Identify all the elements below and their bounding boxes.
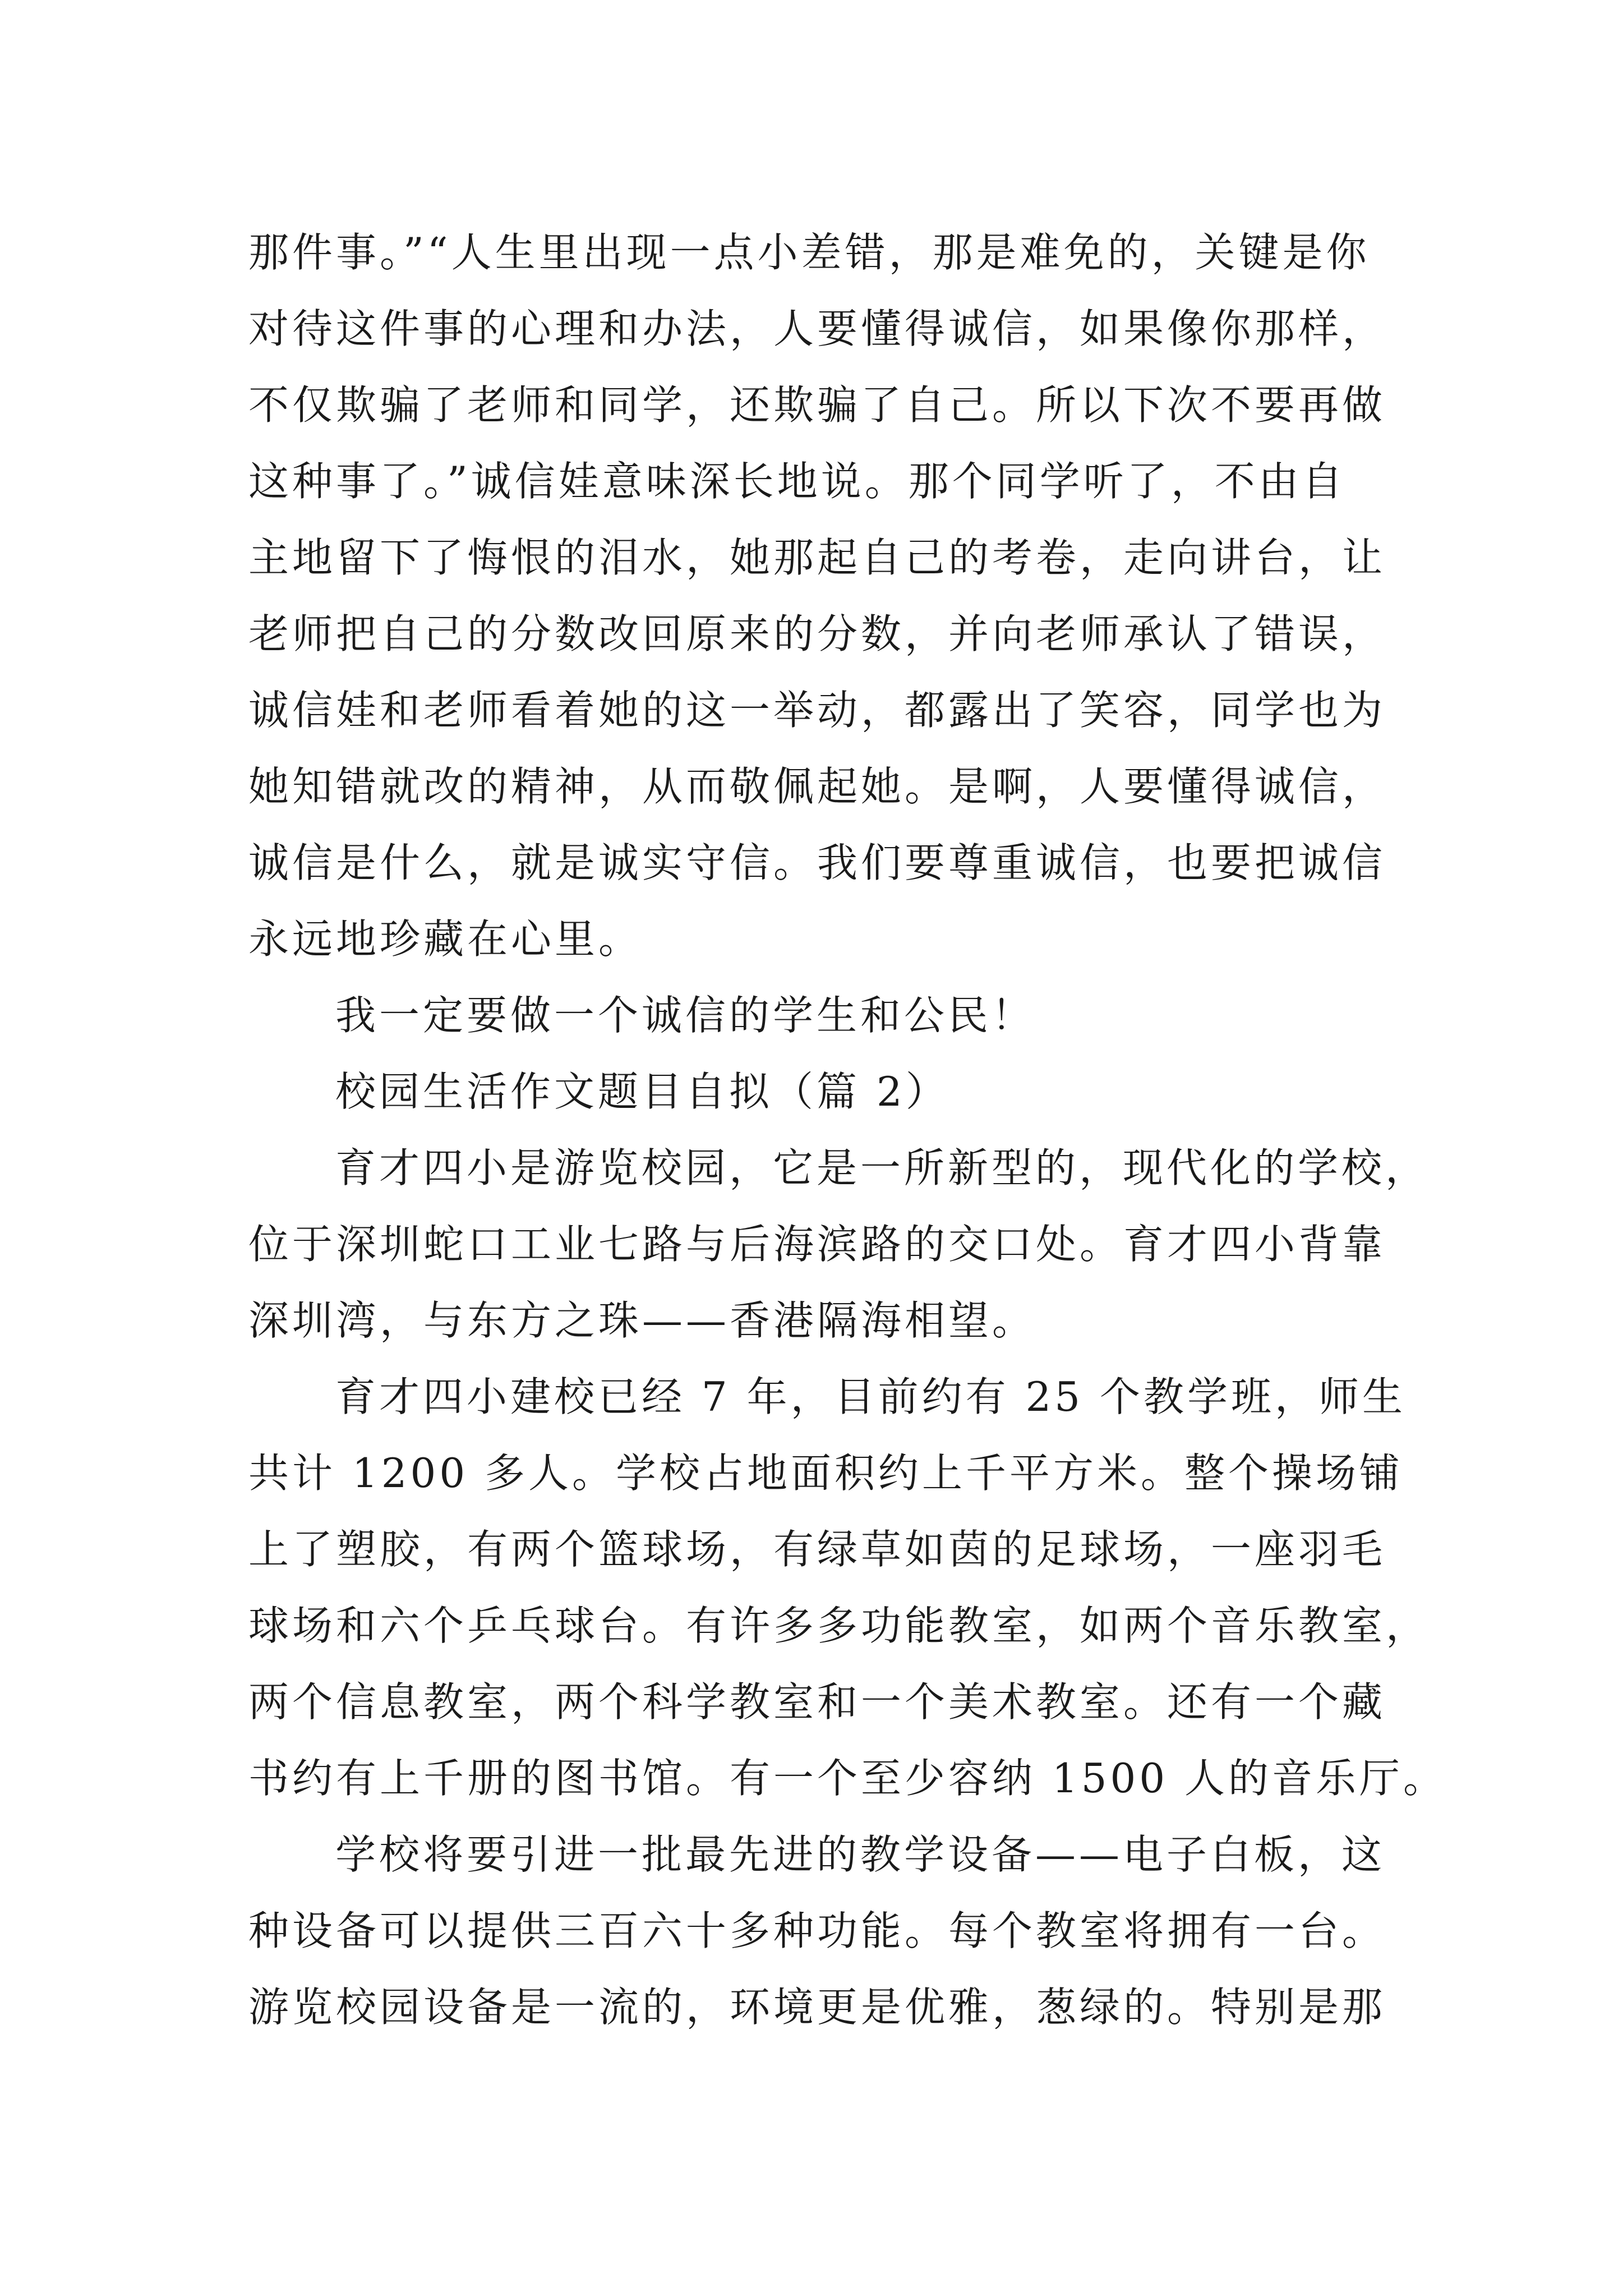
text-line: 育才四小建校已经 7 年，目前约有 25 个教学班，师生 xyxy=(335,1373,1406,1420)
text-line: 诚信娃和老师看着她的这一举动，都露出了笑容，同学也为 xyxy=(248,687,1386,734)
text-line: 种设备可以提供三百六十多种功能。每个教室将拥有一台。 xyxy=(248,1907,1386,1954)
text-line: 学校将要引进一批最先进的教学设备——电子白板，这 xyxy=(335,1831,1386,1878)
text-line: 游览校园设备是一流的，环境更是优雅，葱绿的。特别是那 xyxy=(248,1984,1386,2031)
document-body xyxy=(248,214,1447,2045)
text-line: 位于深圳蛇口工业七路与后海滨路的交口处。育才四小背靠 xyxy=(248,1221,1386,1268)
text-line: 共计 1200 多人。学校占地面积约上千平方米。整个操场铺 xyxy=(248,1450,1404,1497)
text-line: 两个信息教室，两个科学教室和一个美术教室。还有一个藏 xyxy=(248,1678,1386,1726)
text-line: 深圳湾，与东方之珠——香港隔海相望。 xyxy=(248,1297,1036,1344)
text-line: 这种事了。”诚信娃意味深长地说。那个同学听了，不由自 xyxy=(248,458,1346,505)
text-line: 上了塑胶，有两个篮球场，有绿草如茵的足球场，一座羽毛 xyxy=(248,1526,1386,1573)
text-line: 诚信是什么，就是诚实守信。我们要尊重诚信，也要把诚信 xyxy=(248,839,1386,886)
section-heading: 校园生活作文题目自拟（篇 2） xyxy=(335,1068,949,1115)
text-line: 育才四小是游览校园，它是一所新型的，现代化的学校， xyxy=(335,1144,1430,1191)
text-line: 永远地珍藏在心里。 xyxy=(248,915,643,963)
text-line: 书约有上千册的图书馆。有一个至少容纳 1500 人的音乐厅。 xyxy=(248,1755,1447,1802)
text-line: 那件事。”“人生里出现一点小差错，那是难免的，关键是你 xyxy=(248,229,1370,276)
text-line: 她知错就改的精神，从而敬佩起她。是啊，人要懂得诚信， xyxy=(248,763,1386,810)
text-line: 对待这件事的心理和办法，人要懂得诚信，如果像你那样， xyxy=(248,305,1386,352)
text-line: 老师把自己的分数改回原来的分数，并向老师承认了错误， xyxy=(248,610,1386,657)
text-line: 我一定要做一个诚信的学生和公民！ xyxy=(335,992,1036,1039)
text-line: 球场和六个乒乓球台。有许多多功能教室，如两个音乐教室， xyxy=(248,1602,1430,1649)
text-line: 不仅欺骗了老师和同学，还欺骗了自己。所以下次不要再做 xyxy=(248,381,1386,429)
text-line: 主地留下了悔恨的泪水，她那起自己的考卷，走向讲台，让 xyxy=(248,534,1386,581)
